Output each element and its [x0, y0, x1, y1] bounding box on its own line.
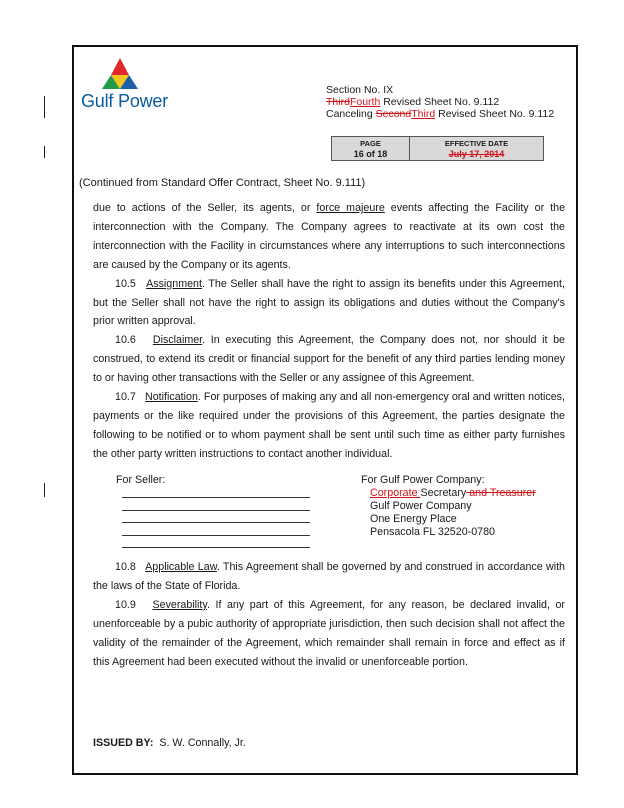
canceling-sheet — [326, 108, 554, 120]
section-number: Section No. IX — [326, 84, 394, 96]
page-value: 16 of 18 — [353, 149, 388, 159]
section-number: 10.6 — [115, 334, 136, 347]
effective-date-value: July 17, 2014 — [448, 149, 505, 159]
page-info-box — [331, 136, 544, 161]
contract-body-continued — [93, 558, 565, 671]
section-text: . For purposes of making any and all non-emergency oral and written notices, payments or the like required under the provisions of this Agreement, the parties designate the following to be notified or to whom payment shall be sent until such time as either party furnishes the other party written instructions to contact another individual. — [93, 391, 565, 460]
section-title: Severability — [152, 598, 207, 611]
section-text: . This Agreement shall be governed by and construed in accordance with the laws of the State of Florida. — [93, 561, 565, 592]
revision-margin-mark — [44, 96, 45, 118]
contract-body — [93, 199, 565, 464]
revision-margin-mark — [44, 483, 45, 497]
section-title: Assignment — [146, 277, 202, 290]
page-label: PAGE — [360, 139, 381, 148]
revised-sheet — [326, 96, 499, 108]
signature-line — [122, 497, 310, 498]
struck-text: and Treasurer — [466, 487, 536, 499]
seller-label: For Seller: — [116, 474, 166, 486]
section-number: 10.8 — [115, 561, 136, 573]
section-number: 10.9 — [115, 598, 136, 611]
gulf-contact-label: For Gulf Power Company: — [361, 474, 485, 486]
text: due to actions of the Seller, its agents, or — [93, 202, 317, 214]
signature-line — [122, 547, 310, 548]
section-10-7 — [93, 388, 565, 464]
page-cell — [332, 137, 410, 160]
gulf-contact-company: Gulf Power Company — [370, 500, 472, 512]
section-10-9 — [93, 596, 565, 672]
inserted-text: Corporate — [370, 487, 421, 499]
inserted-text: Fourth — [349, 96, 381, 108]
title-text: Secretary — [420, 487, 467, 499]
canceling-sheet-text: Revised Sheet No. 9.112 — [435, 108, 555, 120]
section-text: . In executing this Agreement, the Company does not, nor should it be construed, to extend its credit or financial support for the benefit of any third parties lending money to or having other transactions with the Seller or any assignee of this Agreement. — [93, 334, 565, 385]
issued-by-name: S. W. Connally, Jr. — [159, 737, 246, 749]
struck-text: Second — [375, 108, 412, 120]
section-title: Notification — [145, 391, 198, 404]
section-number: 10.5 — [115, 277, 136, 290]
force-majeure-term: force majeure — [316, 202, 385, 214]
gulf-contact-title — [361, 487, 536, 500]
gulf-contact-address: One Energy Place — [370, 513, 457, 525]
text: events affecting the Facility or the interconnection with the Company. The Company agrees to reactivate at its own cost the interconnection with the Facility in circumstances where any interruptions to such interconnections are caused by the Company or its agents. — [93, 202, 566, 271]
revision-margin-mark — [44, 146, 45, 158]
section-10-5 — [93, 275, 565, 332]
section-text: . The Seller shall have the right to assign its benefits under this Agreement, but the Seller shall not have the right to assign its obligations and duties without the Company's prior written approval. — [93, 277, 565, 328]
section-10-8 — [93, 558, 565, 596]
signature-line — [122, 522, 310, 523]
gulf-contact-city: Pensacola FL 32520-0780 — [370, 526, 495, 538]
effective-date-cell — [410, 137, 543, 160]
continued-note: (Continued from Standard Offer Contract, Sheet No. 9.111) — [79, 177, 366, 189]
signature-line — [122, 535, 310, 536]
revised-sheet-text: Revised Sheet No. 9.112 — [380, 96, 500, 108]
section-title: Applicable Law — [145, 561, 217, 573]
gulf-power-contact — [361, 474, 536, 539]
effective-date-label: EFFECTIVE DATE — [444, 139, 509, 148]
inserted-text: Third — [411, 108, 436, 120]
section-text: . If any part of this Agreement, for any reason, be declared invalid, or unenforceable by a pubic authority of appropriate jurisdiction, then such decision shall not affect the validity of the remainder of the Agreement, which remainder shall remain in force and effect as if this Agreement had been executed without the invalid or unenforceable portion. — [93, 598, 565, 668]
issued-by — [93, 737, 246, 749]
issued-by-label: ISSUED BY: — [93, 737, 154, 749]
canceling-prefix: Canceling — [326, 108, 376, 120]
section-10-6 — [93, 331, 565, 388]
section-number: 10.7 — [115, 391, 136, 404]
struck-text: Third — [326, 96, 350, 108]
company-logo-text: Gulf Power — [81, 91, 169, 111]
paragraph-intro — [93, 199, 565, 275]
section-title: Disclaimer — [152, 334, 203, 347]
signature-line — [122, 510, 310, 511]
